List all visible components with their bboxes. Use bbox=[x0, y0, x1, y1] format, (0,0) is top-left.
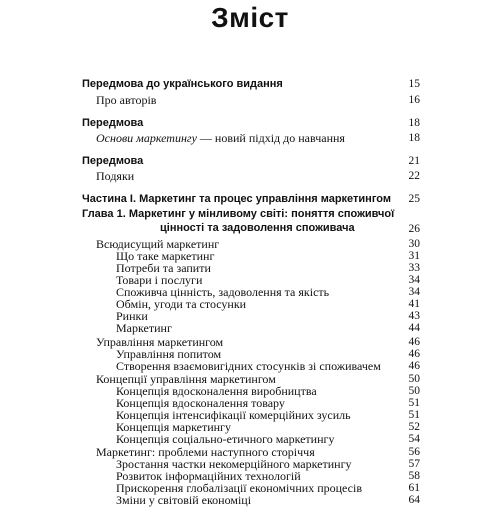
toc-entry-label: Концепція вдосконалення виробництва bbox=[116, 384, 317, 398]
toc-entry-label: Товари і послуги bbox=[116, 273, 203, 287]
toc-entry[interactable] bbox=[0, 94, 500, 107]
page-title: Зміст bbox=[211, 2, 289, 33]
toc-entry[interactable] bbox=[0, 322, 500, 335]
toc-entry-page: 46 bbox=[408, 360, 420, 372]
toc-entry-label: Концепції управління маркетингом bbox=[96, 372, 276, 386]
toc-entry-page: 46 bbox=[408, 348, 420, 360]
toc-entry-label: Розвиток інформаційних технологій bbox=[116, 469, 301, 483]
toc-entry-label: Прискорення глобалізації економічних процесів bbox=[116, 481, 362, 495]
toc-entry-page: 44 bbox=[408, 322, 420, 334]
toc-entry-label: Зміни у світовій економіці bbox=[116, 493, 252, 507]
toc-entry-page: 21 bbox=[408, 155, 420, 167]
toc-entry-label-line2: цінності та задоволення споживача bbox=[160, 222, 355, 234]
toc-entry-page: 43 bbox=[408, 310, 420, 322]
toc-entry-page: 31 bbox=[408, 250, 420, 262]
toc-entry-label: Подяки bbox=[96, 169, 135, 183]
toc-entry-label: Управління попитом bbox=[116, 347, 222, 361]
toc-entry-label: Споживча цінність, задоволення та якість bbox=[116, 285, 330, 299]
toc-entry-label: Всюдисущий маркетинг bbox=[96, 237, 220, 251]
toc-entry-page: 52 bbox=[408, 421, 420, 433]
toc-entry-page: 34 bbox=[408, 286, 420, 298]
toc-entry-label: Маркетинг: проблеми наступного сторіччя bbox=[96, 445, 315, 459]
toc-entry-label: Частина І. Маркетинг та процес управління маркетингом bbox=[82, 193, 391, 205]
toc-entry-page: 41 bbox=[408, 298, 420, 310]
toc-entry-page: 18 bbox=[408, 132, 420, 144]
toc-entry-page: 26 bbox=[408, 223, 420, 235]
toc-entry-label: Маркетинг bbox=[116, 321, 172, 335]
toc-entry-label: Що таке маркетинг bbox=[116, 249, 215, 263]
toc-entry-page: 22 bbox=[408, 170, 420, 182]
toc-entry-label: Глава 1. Маркетинг у мінливому світі: поняття споживчої bbox=[82, 208, 395, 220]
toc-entry-label: Потреби та запити bbox=[116, 261, 211, 275]
toc-entry-label: Передмова bbox=[82, 155, 144, 167]
toc-entry-page: 51 bbox=[408, 409, 420, 421]
toc-entry-label: Концепція соціально-етичного маркетингу bbox=[116, 432, 335, 446]
toc-entry-label: Ринки bbox=[116, 309, 148, 323]
toc-entry-label: Створення взаємовигідних стосунків зі споживачем bbox=[116, 359, 381, 373]
toc-entry-page: 25 bbox=[408, 193, 420, 205]
toc-entry-label: Концепція інтенсифікації комерційних зусиль bbox=[116, 408, 351, 422]
toc-entry[interactable] bbox=[0, 132, 500, 145]
toc-entry-label: Обмін, угоди та стосунки bbox=[116, 297, 247, 311]
toc-entry-page: 18 bbox=[408, 117, 420, 129]
toc-entry-page: 16 bbox=[408, 94, 420, 106]
toc-entry-page: 54 bbox=[408, 433, 420, 445]
toc-entry-page: 15 bbox=[408, 78, 420, 90]
toc-entry-page: 50 bbox=[408, 385, 420, 397]
toc-entry-page: 33 bbox=[408, 262, 420, 274]
toc-entry-page: 61 bbox=[408, 482, 420, 494]
toc-entry-label: Зростання частки некомерційного маркетингу bbox=[116, 457, 352, 471]
toc-entry-page: 34 bbox=[408, 274, 420, 286]
toc-entry-label: Управління маркетингом bbox=[96, 335, 224, 349]
toc-entry[interactable] bbox=[0, 78, 500, 91]
toc-entry-label-rest: — новий підхід до навчання bbox=[196, 131, 345, 145]
toc-entry-page: 64 bbox=[408, 494, 420, 506]
toc-entry[interactable] bbox=[0, 170, 500, 183]
toc-entry-page: 50 bbox=[408, 373, 420, 385]
toc-entry-part[interactable] bbox=[0, 193, 500, 206]
toc-entry[interactable] bbox=[0, 493, 500, 507]
toc-entry-label: Передмова bbox=[82, 117, 144, 129]
toc-entry-label: Про авторів bbox=[96, 93, 157, 107]
toc-entry-label: Концепція вдосконалення товару bbox=[116, 396, 285, 410]
toc-entry-page: 58 bbox=[408, 470, 420, 482]
toc-entry-label-italic: Основи маркетингу bbox=[96, 131, 197, 145]
toc-entry-page: 46 bbox=[408, 336, 420, 348]
toc-entry[interactable] bbox=[0, 155, 500, 168]
toc-entry-label bbox=[96, 132, 345, 145]
toc-entry-page: 57 bbox=[408, 458, 420, 470]
toc-entry-page: 30 bbox=[408, 238, 420, 250]
toc-entry-page: 56 bbox=[408, 446, 420, 458]
toc-entry-page: 51 bbox=[408, 397, 420, 409]
toc-entry-chapter[interactable] bbox=[0, 208, 500, 236]
toc-entry-label: Концепція маркетингу bbox=[116, 420, 231, 434]
toc-entry[interactable] bbox=[0, 117, 500, 130]
toc-entry-label: Передмова до українського видання bbox=[82, 78, 283, 90]
